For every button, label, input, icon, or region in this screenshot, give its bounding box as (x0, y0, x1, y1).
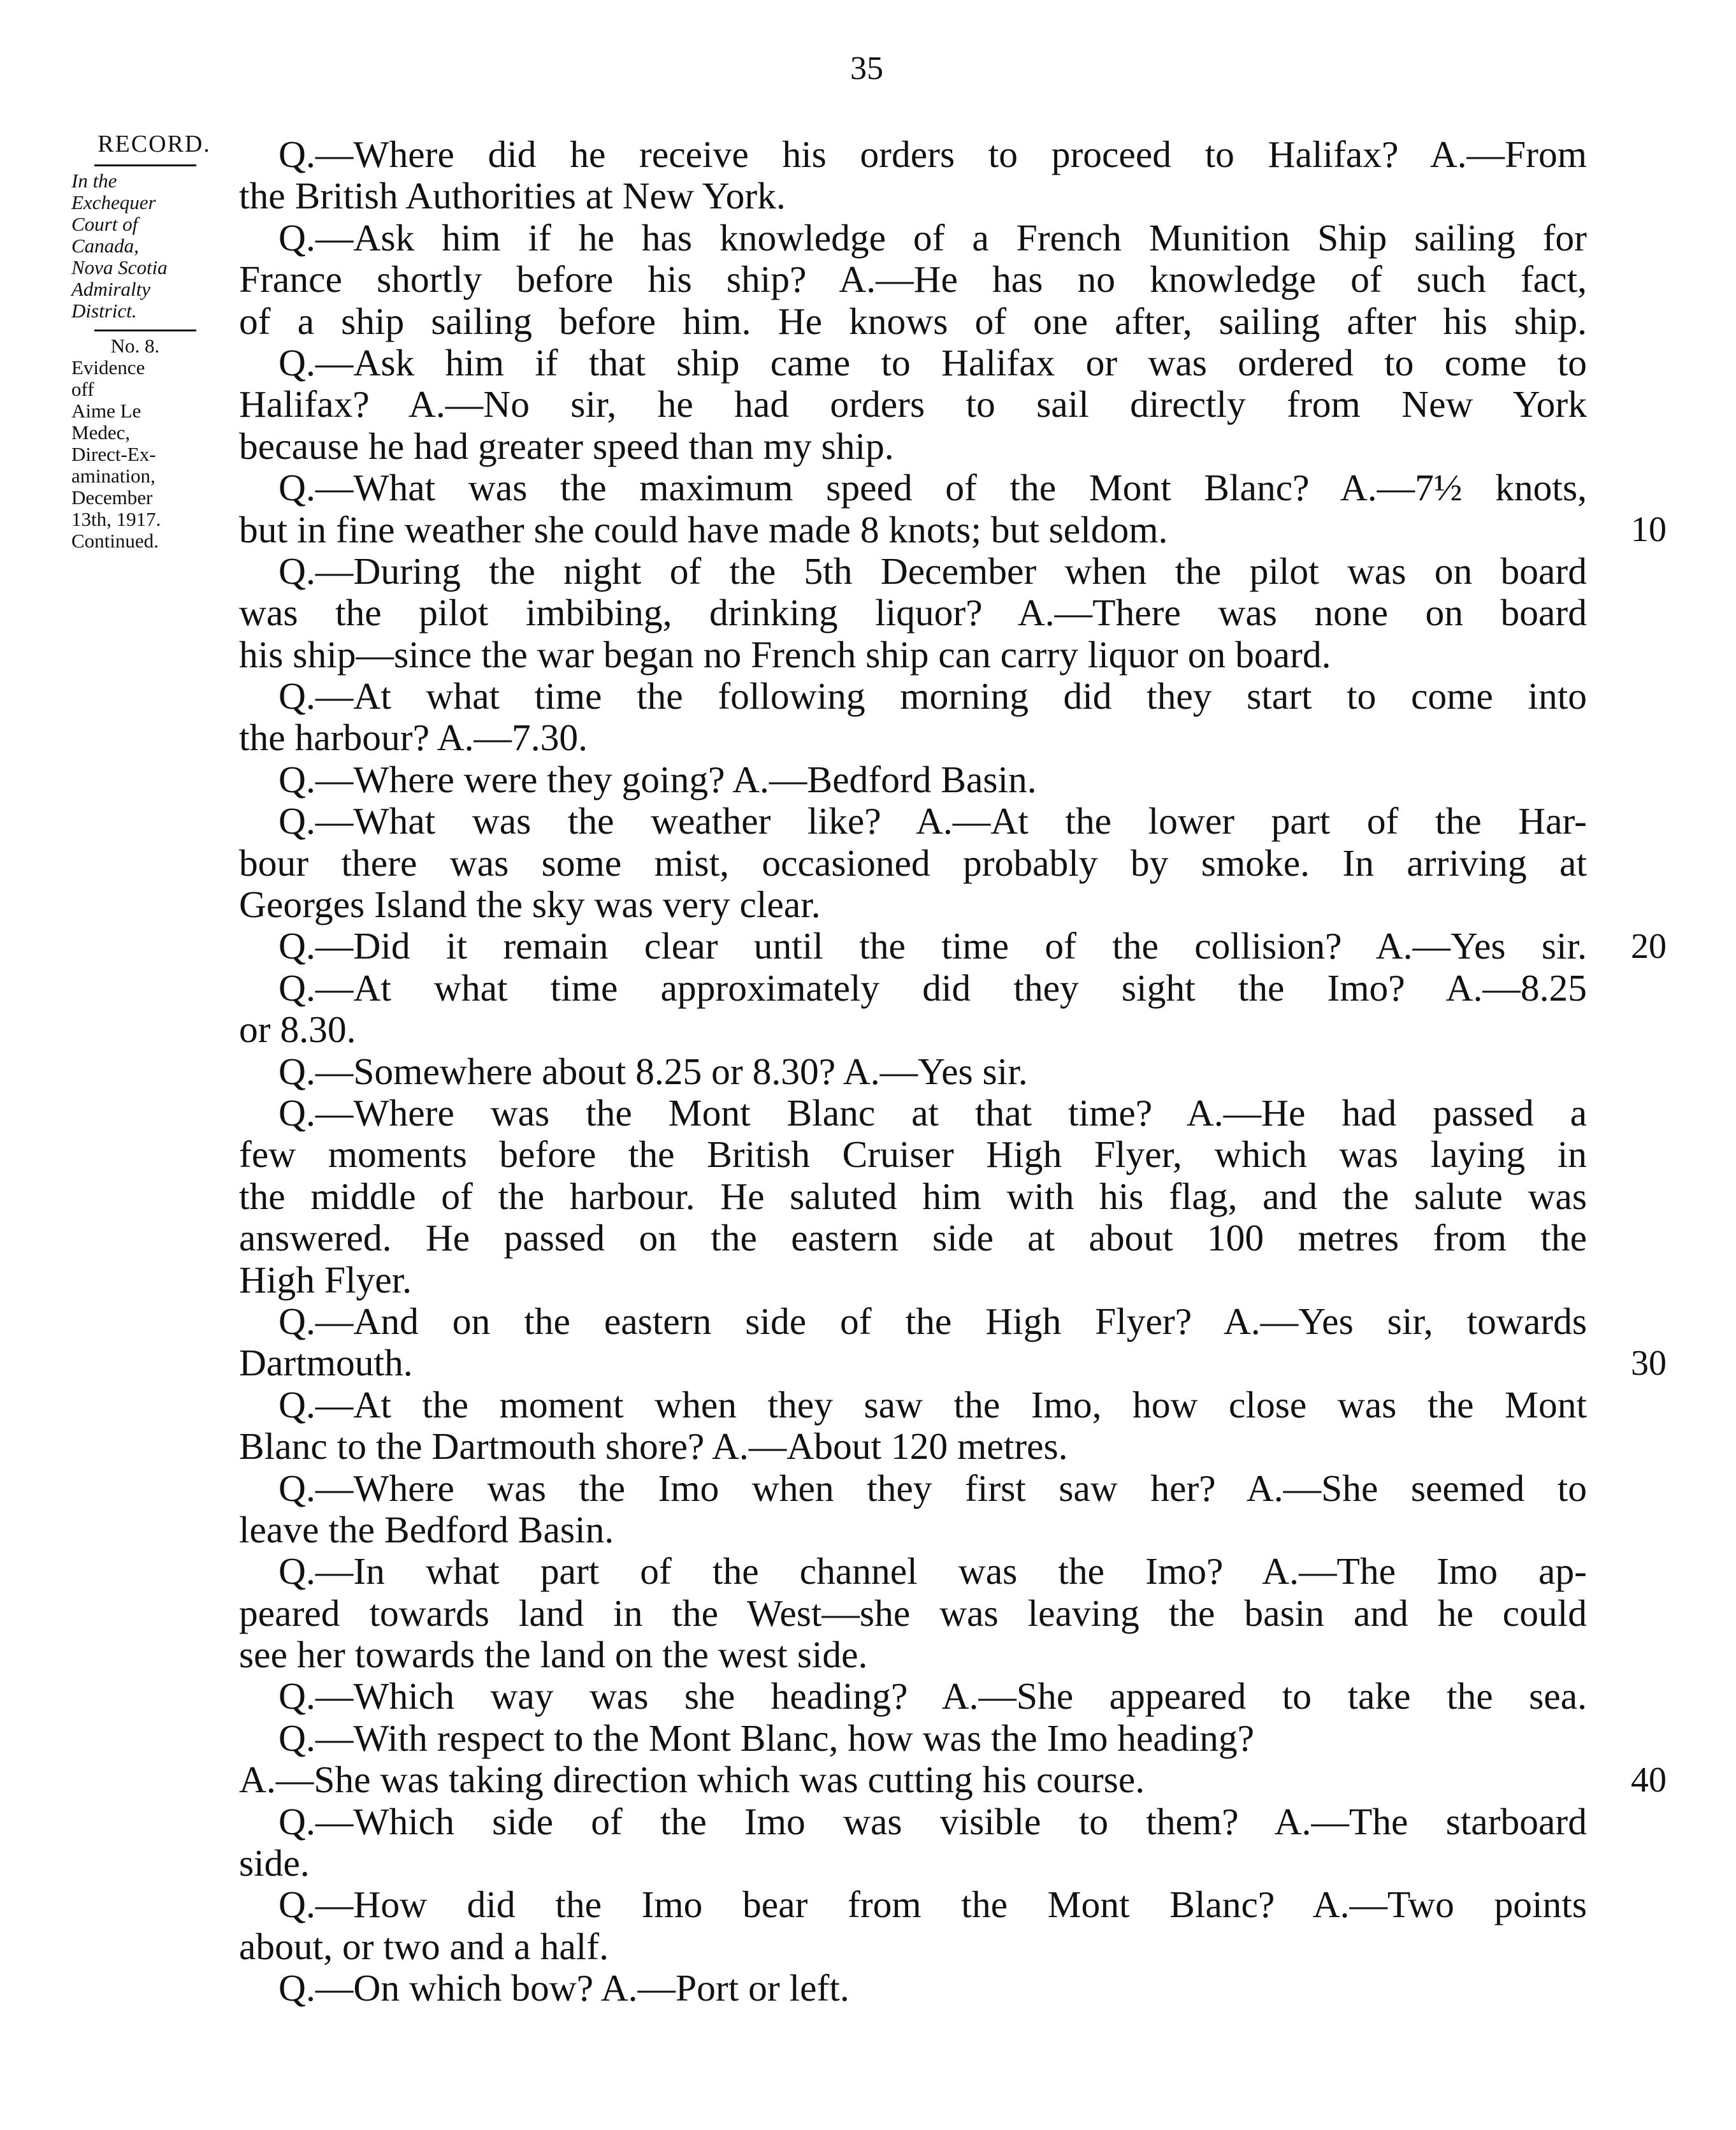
exhibit-rule (94, 330, 196, 331)
text-line: Q.—On which bow? A.—Port or left. (278, 1967, 850, 2010)
court-line: Canada, (71, 235, 139, 257)
text-line: or 8.30. (239, 1008, 356, 1051)
text-line: High Flyer. (239, 1258, 412, 1301)
text-line: see her towards the land on the west side. (239, 1634, 868, 1676)
text-line: Georges Island the sky was very clear. (239, 883, 821, 926)
court-block (71, 170, 237, 322)
text-line: Halifax? A.—No sir, he had orders to sail directly from New York (239, 383, 1587, 426)
text-line: of a ship sailing before him. He knows of one after, sailing after his ship. (239, 300, 1587, 342)
text-line: Q.—Where was the Mont Blanc at that time? A.—He had passed a (278, 1091, 1587, 1134)
exhibit-line: Direct-Ex- (71, 443, 156, 465)
text-line: the middle of the harbour. He saluted him with his flag, and the salute was (239, 1175, 1587, 1217)
court-line: Court of (71, 213, 138, 235)
page-number: 35 (850, 50, 883, 87)
text-line: Q.—And on the eastern side of the High Flyer? A.—Yes sir, towards (278, 1300, 1587, 1342)
text-line: Q.—Somewhere about 8.25 or 8.30? A.—Yes sir. (278, 1050, 1028, 1092)
text-line: Q.—Ask him if that ship came to Halifax or was ordered to come to (278, 341, 1587, 384)
court-line: Exchequer (71, 191, 156, 214)
exhibit-line: December (71, 486, 153, 509)
margin-line-number: 10 (1631, 509, 1667, 549)
text-line: Q.—Where were they going? A.—Bedford Basin. (278, 758, 1037, 801)
exhibit-line: Aime Le (71, 400, 141, 422)
court-line: Admiralty (71, 278, 150, 300)
text-line: about, or two and a half. (239, 1925, 609, 1967)
text-line: but in fine weather she could have made 8 knots; but seldom. (239, 508, 1168, 551)
text-line: because he had greater speed than my ship. (239, 424, 894, 467)
text-line: A.—She was taking direction which was cutting his course. (239, 1758, 1145, 1801)
court-line: District. (71, 300, 137, 322)
text-line: Q.—What was the maximum speed of the Mont Blanc? A.—7½ knots, (278, 467, 1587, 509)
text-line: side. (239, 1842, 310, 1885)
text-line: Q.—During the night of the 5th December when the pilot was on board (278, 549, 1587, 592)
text-line: Q.—In what part of the channel was the Imo? A.—The Imo ap- (278, 1550, 1587, 1593)
text-line: bour there was some mist, occasioned probably by smoke. In arriving at (239, 841, 1587, 884)
record-rule (94, 164, 196, 166)
text-line: answered. He passed on the eastern side at about 100 metres from the (239, 1217, 1587, 1259)
exhibit-line: Evidence (71, 356, 145, 379)
text-line: the harbour? A.—7.30. (239, 716, 588, 759)
testimony-body (239, 134, 1587, 2010)
text-line: few moments before the British Cruiser High Flyer, which was laying in (239, 1133, 1587, 1176)
text-line: Q.—At the moment when they saw the Imo, how close was the Mont (278, 1383, 1587, 1426)
text-line: Q.—Where was the Imo when they first saw her? A.—She seemed to (278, 1467, 1587, 1509)
exhibit-block (71, 335, 237, 552)
court-line: In the (71, 170, 117, 192)
exhibit-line: off (71, 378, 94, 400)
text-line: Q.—At what time approximately did they sight the Imo? A.—8.25 (278, 966, 1587, 1009)
exhibit-line: Medec, (71, 421, 131, 444)
exhibit-line: 13th, 1917. (71, 508, 161, 530)
text-line: Blanc to the Dartmouth shore? A.—About 120 metres. (239, 1425, 1068, 1468)
text-line: Q.—Which side of the Imo was visible to them? A.—The starboard (278, 1800, 1587, 1843)
text-line: leave the Bedford Basin. (239, 1508, 614, 1551)
text-line: Q.—Did it remain clear until the time of the collision? A.—Yes sir. (278, 925, 1587, 967)
margin-line-number: 40 (1631, 1760, 1667, 1800)
text-line: Q.—Ask him if he has knowledge of a French Munition Ship sailing for (278, 216, 1587, 259)
text-line: peared towards land in the West—she was leaving the basin and he could (239, 1591, 1587, 1634)
text-line: Q.—How did the Imo bear from the Mont Blanc? A.—Two points (278, 1883, 1587, 1926)
exhibit-line: amination, (71, 465, 156, 487)
record-heading: RECORD. (98, 131, 211, 157)
text-line: Q.—Which way was she heading? A.—She appeared to take the sea. (278, 1675, 1587, 1718)
text-line: his ship—since the war began no French ship can carry liquor on board. (239, 633, 1331, 676)
exhibit-line: Continued. (71, 530, 159, 552)
text-line: Q.—What was the weather like? A.—At the lower part of the Har- (278, 800, 1587, 843)
text-line: Q.—At what time the following morning did they start to come into (278, 675, 1587, 718)
margin-line-number: 30 (1631, 1343, 1667, 1383)
court-line: Nova Scotia (71, 256, 168, 279)
text-line: Dartmouth. (239, 1342, 413, 1384)
text-line: France shortly before his ship? A.—He has no knowledge of such fact, (239, 258, 1587, 301)
margin-line-number: 20 (1631, 926, 1667, 966)
text-line: was the pilot imbibing, drinking liquor? A.—There was none on board (239, 591, 1587, 634)
text-line: Q.—With respect to the Mont Blanc, how was the Imo heading? (278, 1716, 1255, 1759)
exhibit-line: No. 8. (110, 335, 160, 357)
text-line: Q.—Where did he receive his orders to proceed to Halifax? A.—From (278, 133, 1587, 175)
margin-note (71, 130, 237, 552)
text-line: the British Authorities at New York. (239, 175, 786, 217)
